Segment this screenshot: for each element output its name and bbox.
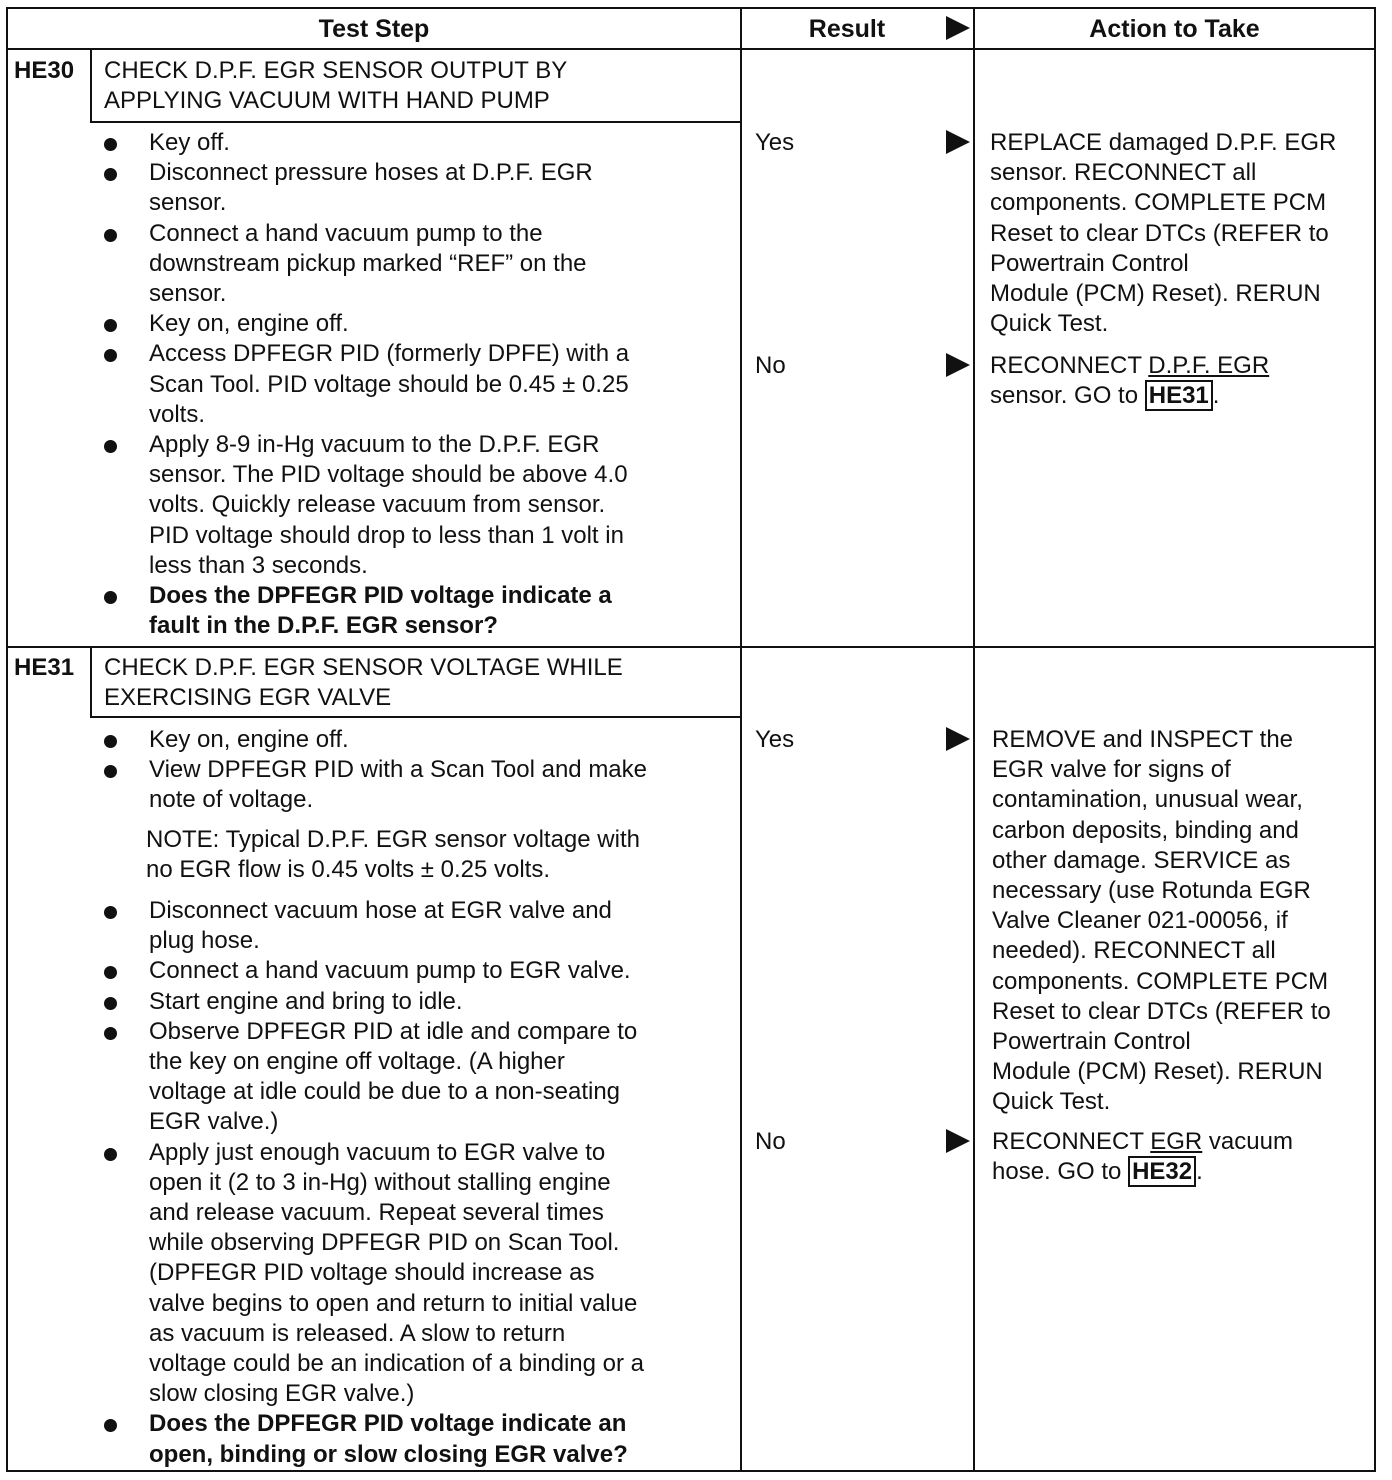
he31-title-underline xyxy=(90,716,740,718)
bullet-icon xyxy=(104,319,117,332)
bullet-icon xyxy=(104,591,117,604)
header-action: Action to Take xyxy=(1089,15,1260,43)
he30-no-arrow-icon xyxy=(946,353,970,377)
step-title-he30 xyxy=(104,56,567,116)
he30-yes-action: REPLACE damaged D.P.F. EGR sensor. RECONNECT all components. COMPLETE PCM Reset to clear DTCs (REFER to Powertrain Control Module (PCM) Reset). RERUN Quick Test. xyxy=(990,129,1337,338)
list-item: Key off. xyxy=(104,128,629,158)
col-divider-step xyxy=(740,7,742,1472)
list-item: Disconnect vacuum hose at EGR valve and plug hose. xyxy=(104,896,644,956)
he30-no-label: No xyxy=(755,352,786,379)
bullet-icon xyxy=(104,765,117,778)
title-line: APPLYING VACUUM WITH HAND PUMP xyxy=(104,87,550,114)
row-divider-he31 xyxy=(6,646,1376,648)
he30-no-action: RECONNECT D.P.F. EGR sensor. GO to HE31 . xyxy=(990,352,1270,410)
header-result: Result xyxy=(808,15,886,43)
title-line: EXERCISING EGR VALVE xyxy=(104,684,392,711)
col-divider-result xyxy=(973,7,975,1472)
bullet-icon xyxy=(104,440,117,453)
list-item: Apply 8-9 in-Hg vacuum to the D.P.F. EGR sensor. The PID voltage should be above 4.0 volts. Quickly release vacuum from sensor. PID voltage should drop to less than 1 volt in less than 3 seconds. xyxy=(104,430,629,581)
he31-yes-label: Yes xyxy=(755,726,795,753)
he30-yes-arrow-icon xyxy=(946,130,970,154)
goto-he32-link[interactable]: HE32 xyxy=(1128,1156,1196,1187)
header-test-step: Test Step xyxy=(318,15,430,43)
he31-no-action: RECONNECT EGR vacuum hose. GO to HE32 . xyxy=(992,1128,1293,1186)
he31-no-arrow-icon xyxy=(946,1129,970,1153)
list-item: Disconnect pressure hoses at D.P.F. EGR sensor. xyxy=(104,158,629,218)
step-code-he31: HE31 xyxy=(14,654,75,681)
bullet-icon xyxy=(104,1419,117,1432)
he31-yes-action: REMOVE and INSPECT the EGR valve for signs of contamination, unusual wear, carbon deposits, binding and other damage. SERVICE as necessary (use Rotunda EGR Valve Cleaner 021-00056, if needed). RECONNECT all components. COMPLETE PCM Reset to clear DTCs (REFER to Powertrain Control Module (PCM) Reset). RERUN Quick Test. xyxy=(992,726,1331,1116)
list-item: Start engine and bring to idle. xyxy=(104,987,644,1017)
he31-no-label: No xyxy=(755,1128,786,1155)
list-item: Connect a hand vacuum pump to EGR valve. xyxy=(104,956,644,986)
list-item: Access DPFEGR PID (formerly DPFE) with a Scan Tool. PID voltage should be 0.45 ± 0.25 volts. xyxy=(104,339,629,430)
goto-he31-link[interactable]: HE31 xyxy=(1145,380,1213,411)
bullet-icon xyxy=(104,168,117,181)
bullet-icon xyxy=(104,966,117,979)
list-item: Apply just enough vacuum to EGR valve to open it (2 to 3 in-Hg) without stalling engine and release vacuum. Repeat several times while observing DPFEGR PID on Scan Tool. (DPFEGR PID voltage should increase as valve begins to open and return to initial value as vacuum is released. A slow to return voltage could be an indication of a binding or a slow closing EGR valve.) xyxy=(104,1138,644,1410)
bullet-icon xyxy=(104,906,117,919)
header-arrow-icon xyxy=(946,16,970,40)
question-item: Does the DPFEGR PID voltage indicate a fault in the D.P.F. EGR sensor? xyxy=(104,581,629,641)
question-item: Does the DPFEGR PID voltage indicate an open, binding or slow closing EGR valve? xyxy=(104,1409,644,1469)
bullet-icon xyxy=(104,229,117,242)
list-item: Connect a hand vacuum pump to the downstream pickup marked “REF” on the sensor. xyxy=(104,219,629,310)
bullet-icon xyxy=(104,1027,117,1040)
header-divider xyxy=(6,48,1376,50)
he30-code-divider xyxy=(90,49,92,122)
he31-yes-arrow-icon xyxy=(946,727,970,751)
bullet-icon xyxy=(104,735,117,748)
he31-bullets-a xyxy=(104,725,647,816)
bullet-icon xyxy=(104,997,117,1010)
table-border-top xyxy=(6,7,1376,9)
he30-yes-label: Yes xyxy=(755,129,795,156)
bullet-icon xyxy=(104,138,117,151)
table-border-left xyxy=(6,7,8,1472)
he31-note: NOTE: Typical D.P.F. EGR sensor voltage with no EGR flow is 0.45 volts ± 0.25 volts. xyxy=(146,826,640,884)
table-border-bottom xyxy=(6,1470,1376,1472)
list-item: Observe DPFEGR PID at idle and compare to the key on engine off voltage. (A higher voltage at idle could be due to a non-seating EGR valve.) xyxy=(104,1017,644,1138)
he31-code-divider xyxy=(90,647,92,717)
list-item: View DPFEGR PID with a Scan Tool and make note of voltage. xyxy=(104,755,647,815)
title-line: CHECK D.P.F. EGR SENSOR OUTPUT BY xyxy=(104,57,568,84)
list-item: Key on, engine off. xyxy=(104,725,647,755)
list-item: Key on, engine off. xyxy=(104,309,629,339)
he30-bullets xyxy=(104,128,629,641)
title-line: CHECK D.P.F. EGR SENSOR VOLTAGE WHILE xyxy=(104,654,623,681)
bullet-icon xyxy=(104,1148,117,1161)
he30-title-underline xyxy=(90,121,740,123)
step-code-he30: HE30 xyxy=(14,57,75,84)
he31-bullets-b xyxy=(104,896,644,1470)
bullet-icon xyxy=(104,349,117,362)
step-title-he31 xyxy=(104,653,623,713)
table-border-right xyxy=(1374,7,1376,1472)
